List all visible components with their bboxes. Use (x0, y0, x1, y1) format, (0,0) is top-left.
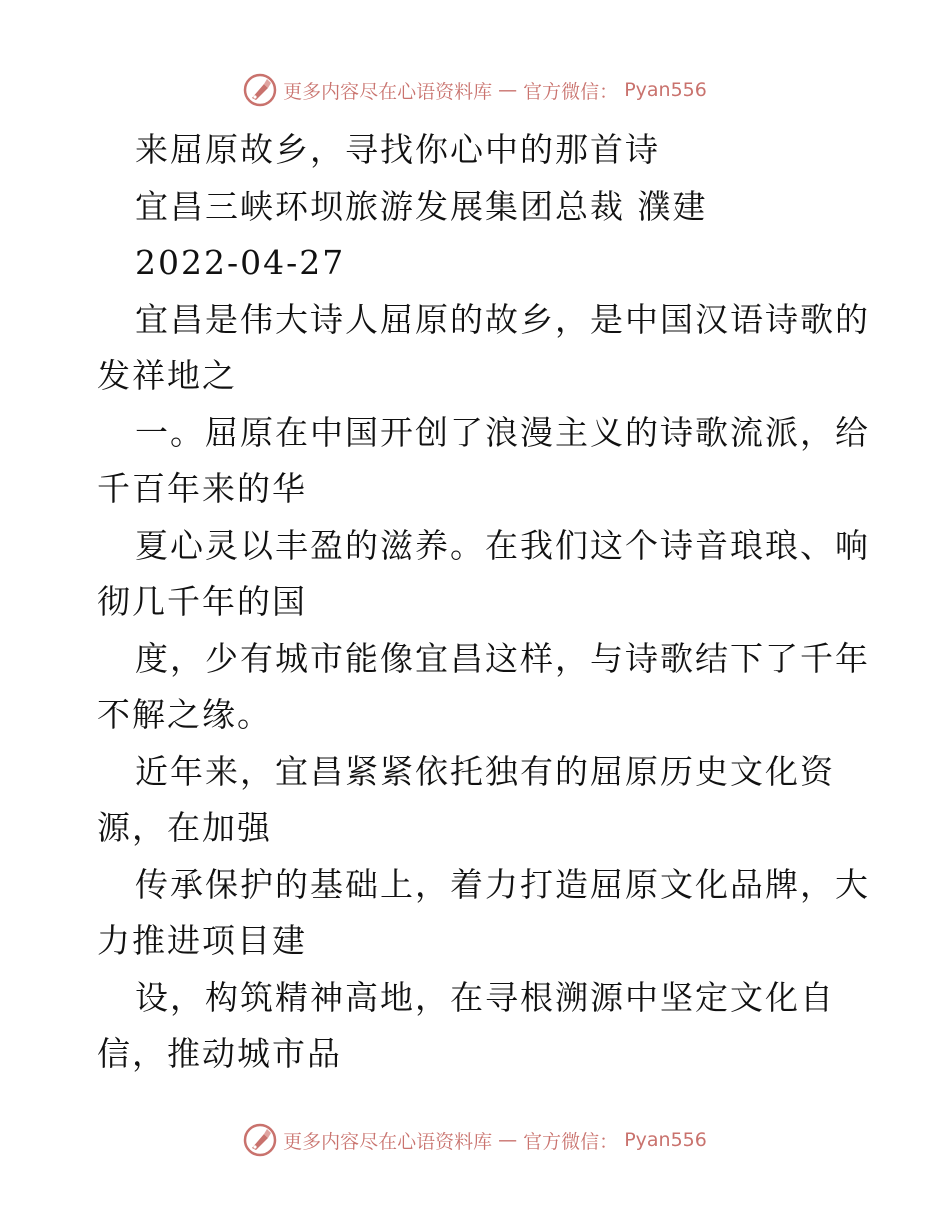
watermark-separator: — (498, 1129, 518, 1151)
article-author: 宜昌三峡环坝旅游发展集团总裁 濮建 (135, 186, 708, 226)
fountain-pen-logo-icon (243, 1123, 277, 1157)
paragraph-line: 源，在加强 (97, 808, 272, 847)
paragraph-line: 宜昌是伟大诗人屈原的故乡，是中国汉语诗歌的 (135, 299, 870, 339)
paragraph-line: 一。屈原在中国开创了浪漫主义的诗歌流派，给 (135, 412, 870, 452)
watermark-account: Pyan556 (624, 79, 707, 101)
paragraph-line: 度，少有城市能像宜昌这样，与诗歌结下了千年 (135, 638, 870, 678)
paragraph-line: 发祥地之 (97, 356, 237, 395)
paragraph-line: 力推进项目建 (97, 921, 307, 960)
paragraph-line: 不解之缘。 (97, 695, 272, 734)
watermark-official: 官方微信： (523, 1130, 619, 1153)
paragraph-line: 夏心灵以丰盈的滋养。在我们这个诗音琅琅、响 (135, 525, 870, 565)
header-watermark (0, 70, 950, 110)
paragraph-line: 信，推动城市品 (97, 1034, 342, 1073)
watermark-separator: — (498, 79, 518, 101)
watermark-text: 更多内容尽在心语资料库 (283, 1130, 493, 1153)
article-date: 2022-04-27 (135, 243, 346, 282)
footer-watermark (0, 1120, 950, 1160)
watermark-official: 官方微信： (523, 80, 619, 103)
watermark-account: Pyan556 (624, 1129, 707, 1151)
paragraph-line: 传承保护的基础上，着力打造屈原文化品牌，大 (135, 864, 870, 904)
paragraph-line: 千百年来的华 (97, 469, 307, 508)
paragraph-line: 彻几千年的国 (97, 582, 307, 621)
paragraph-line: 设，构筑精神高地，在寻根溯源中坚定文化自 (135, 977, 835, 1017)
paragraph-line: 近年来，宜昌紧紧依托独有的屈原历史文化资 (135, 751, 835, 791)
fountain-pen-logo-icon (243, 73, 277, 107)
document-body (97, 122, 870, 1083)
watermark-text: 更多内容尽在心语资料库 (283, 80, 493, 103)
article-title: 来屈原故乡，寻找你心中的那首诗 (135, 130, 660, 169)
